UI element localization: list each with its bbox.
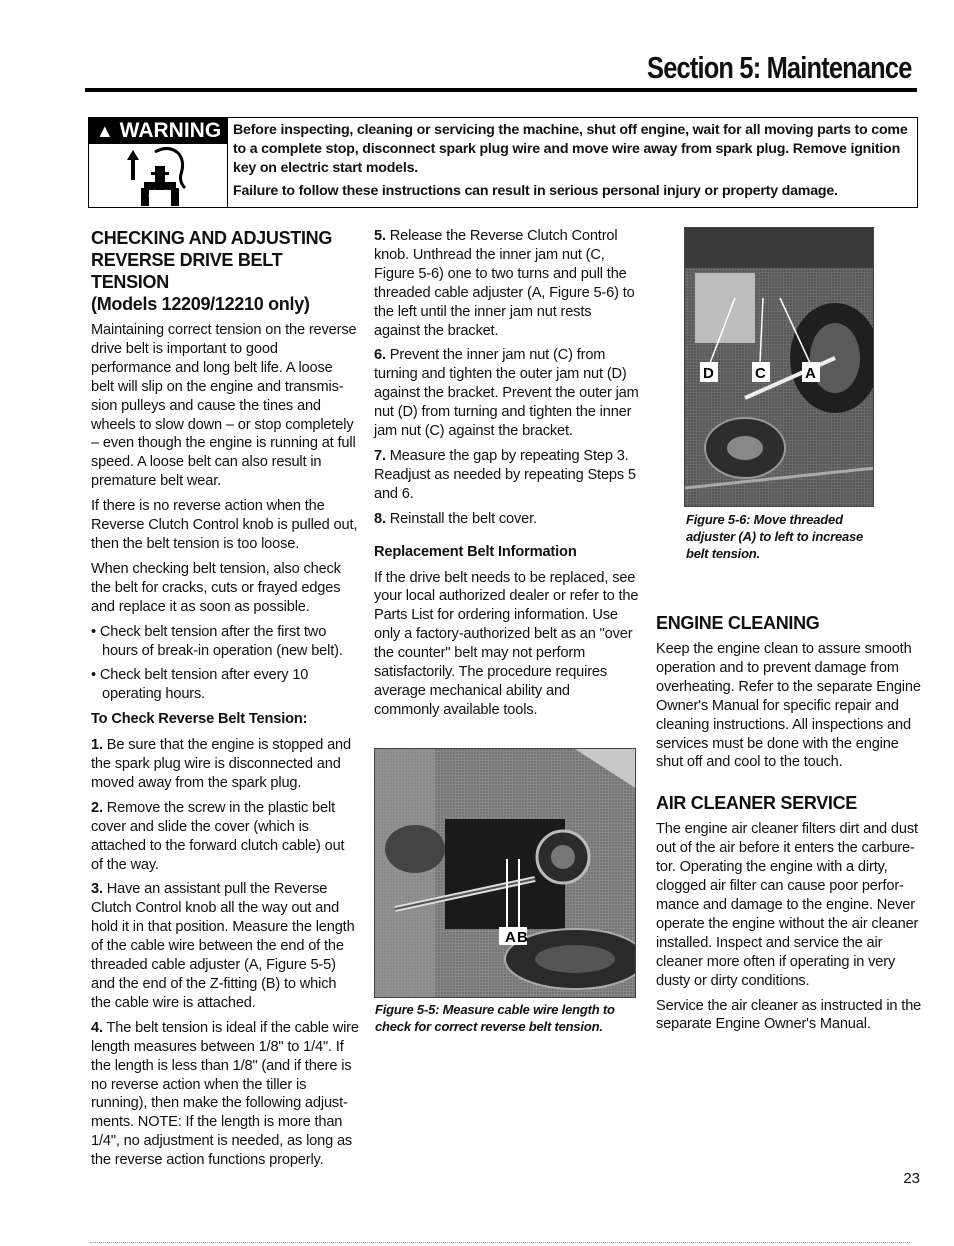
check-tension-subheading: To Check Reverse Belt Tension: bbox=[91, 711, 308, 728]
figure-5-5-caption: Figure 5-5: Measure cable wire length to check for correct reverse belt tension. bbox=[375, 1002, 615, 1034]
label-b: B bbox=[517, 929, 528, 946]
warning-text bbox=[233, 121, 915, 201]
engine-cleaning-heading: ENGINE CLEANING bbox=[656, 613, 820, 633]
figure-5-6-photo bbox=[684, 227, 874, 507]
paragraph: If the drive belt needs to be replaced, see your local authorized dealer or refer to the Parts List for ordering information. Use only a factory-authorized belt as an "over the counter" belt may not perform satisfactorily. The procedure requires average mechanical ability and commonly available tools. bbox=[374, 569, 639, 718]
warning-label-text: WARNING bbox=[119, 119, 222, 142]
column-left bbox=[91, 227, 359, 1176]
step-2: 2. Remove the screw in the plastic belt cover and slide the cover (which is attached to the forward clutch cable) out of the way. bbox=[91, 799, 345, 873]
step-5: 5. Release the Reverse Clutch Control knob. Unthread the inner jam nut (C, Figure 5-6) one to two turns and pull the threaded cable adjuster (A, Figure 5-6) to the left until the inner jam nut rests against the bracket. bbox=[374, 228, 635, 339]
paragraph: The engine air cleaner filters dirt and dust out of the air before it enters the carburetor. Operating the engine with a dirty, clogged air filter can cause poor performance and damage to the engine. Never operate the engine without the air cleaner installed. Inspect and service the air cleaner more often if operating in very dusty or dirty conditions. bbox=[656, 821, 919, 989]
title-rule bbox=[85, 88, 917, 92]
step-3: 3. Have an assistant pull the Reverse Clutch Control knob all the way out and hold it in that position. Measure the length of the cable wire between the end of the threaded cable adjuster (A, Figure 5-5) and the end of the Z-fitting (B) to which the cable wire is attached. bbox=[91, 881, 355, 1011]
page-number: 23 bbox=[903, 1170, 920, 1187]
step-4: 4. The belt tension is ideal if the cable wire length measures between 1/8" to 1/4". If the length is less than 1/8" (and if there is no reverse action when the tiller is running), then make the following adjustments. NOTE: If the length is more than 1/4", no adjustment is needed, as long as the reverse action functions properly. bbox=[91, 1019, 359, 1169]
list-item: • Check belt tension after the first two hours of break-in operation (new belt). bbox=[91, 623, 359, 661]
label-a: A bbox=[505, 929, 516, 946]
warning-triangle-icon: ▲ bbox=[95, 120, 114, 141]
warning-consequence: Failure to follow these instructions can result in serious personal injury or property damage. bbox=[233, 183, 838, 199]
label-c: C bbox=[755, 365, 766, 382]
paragraph: When checking belt tension, also check the belt for cracks, cuts or frayed edges and replace it as soon as possible. bbox=[91, 560, 341, 615]
step-8: 8. Reinstall the belt cover. bbox=[374, 510, 537, 527]
paragraph: Keep the engine clean to assure smooth operation and to prevent damage from overheating. Refer to the separate Engine Owner's Manual for specific repair and cleaning instructions. All inspections and services must be done with the engine shut off and cool to the touch. bbox=[656, 641, 921, 771]
column-right bbox=[656, 612, 922, 1040]
paragraph: Maintaining correct tension on the reverse drive belt is important to good performance and long belt life. A loose belt will slip on the engine and transmission pulleys and cause the tines and wheels to slow down – or stop completely – even though the engine is running at full speed. A loose belt can also result in premature belt wear. bbox=[91, 322, 357, 490]
checklist bbox=[91, 623, 359, 705]
bottom-rule bbox=[90, 1242, 910, 1244]
spark-plug-warning-icon bbox=[89, 144, 228, 207]
air-cleaner-heading: AIR CLEANER SERVICE bbox=[656, 793, 858, 814]
warning-instructions: Before inspecting, cleaning or servicing the machine, shut off engine, wait for all moving parts to come to a complete stop, disconnect spark plug wire and move wire away from spark plug. Remove ignition key on electric start models. bbox=[233, 122, 908, 176]
figure-5-6-caption: Figure 5-6: Move threaded adjuster (A) to left to increase belt tension. bbox=[686, 512, 864, 561]
list-item: • Check belt tension after every 10 operating hours. bbox=[91, 666, 359, 704]
column-middle bbox=[374, 227, 639, 726]
step-7: 7. Measure the gap by repeating Step 3. Readjust as needed by repeating Steps 5 and 6. bbox=[374, 447, 636, 502]
label-d: D bbox=[703, 365, 714, 382]
step-6: 6. Prevent the inner jam nut (C) from turning and tighten the outer jam nut (D) against the bracket. Prevent the outer jam nut (D) from turning and tighten the inner jam nut (C) against the bracket. bbox=[374, 347, 639, 440]
paragraph: Service the air cleaner as instructed in the separate Engine Owner's Manual. bbox=[656, 997, 922, 1033]
figure-5-5-photo bbox=[374, 748, 636, 998]
step-1: 1. Be sure that the engine is stopped and the spark plug wire is disconnected and moved away from the spark plug. bbox=[91, 737, 351, 791]
section-title: Section 5: Maintenance bbox=[647, 50, 912, 85]
paragraph: If there is no reverse action when the Reverse Clutch Control knob is pulled out, then the belt tension is too loose. bbox=[91, 498, 358, 552]
warning-label bbox=[89, 118, 228, 144]
label-a: A bbox=[805, 365, 816, 382]
replacement-belt-heading: Replacement Belt Information bbox=[374, 543, 577, 560]
belt-tension-heading: CHECKING AND ADJUSTING REVERSE DRIVE BELT TENSION (Models 12209/12210 only) bbox=[91, 228, 333, 314]
